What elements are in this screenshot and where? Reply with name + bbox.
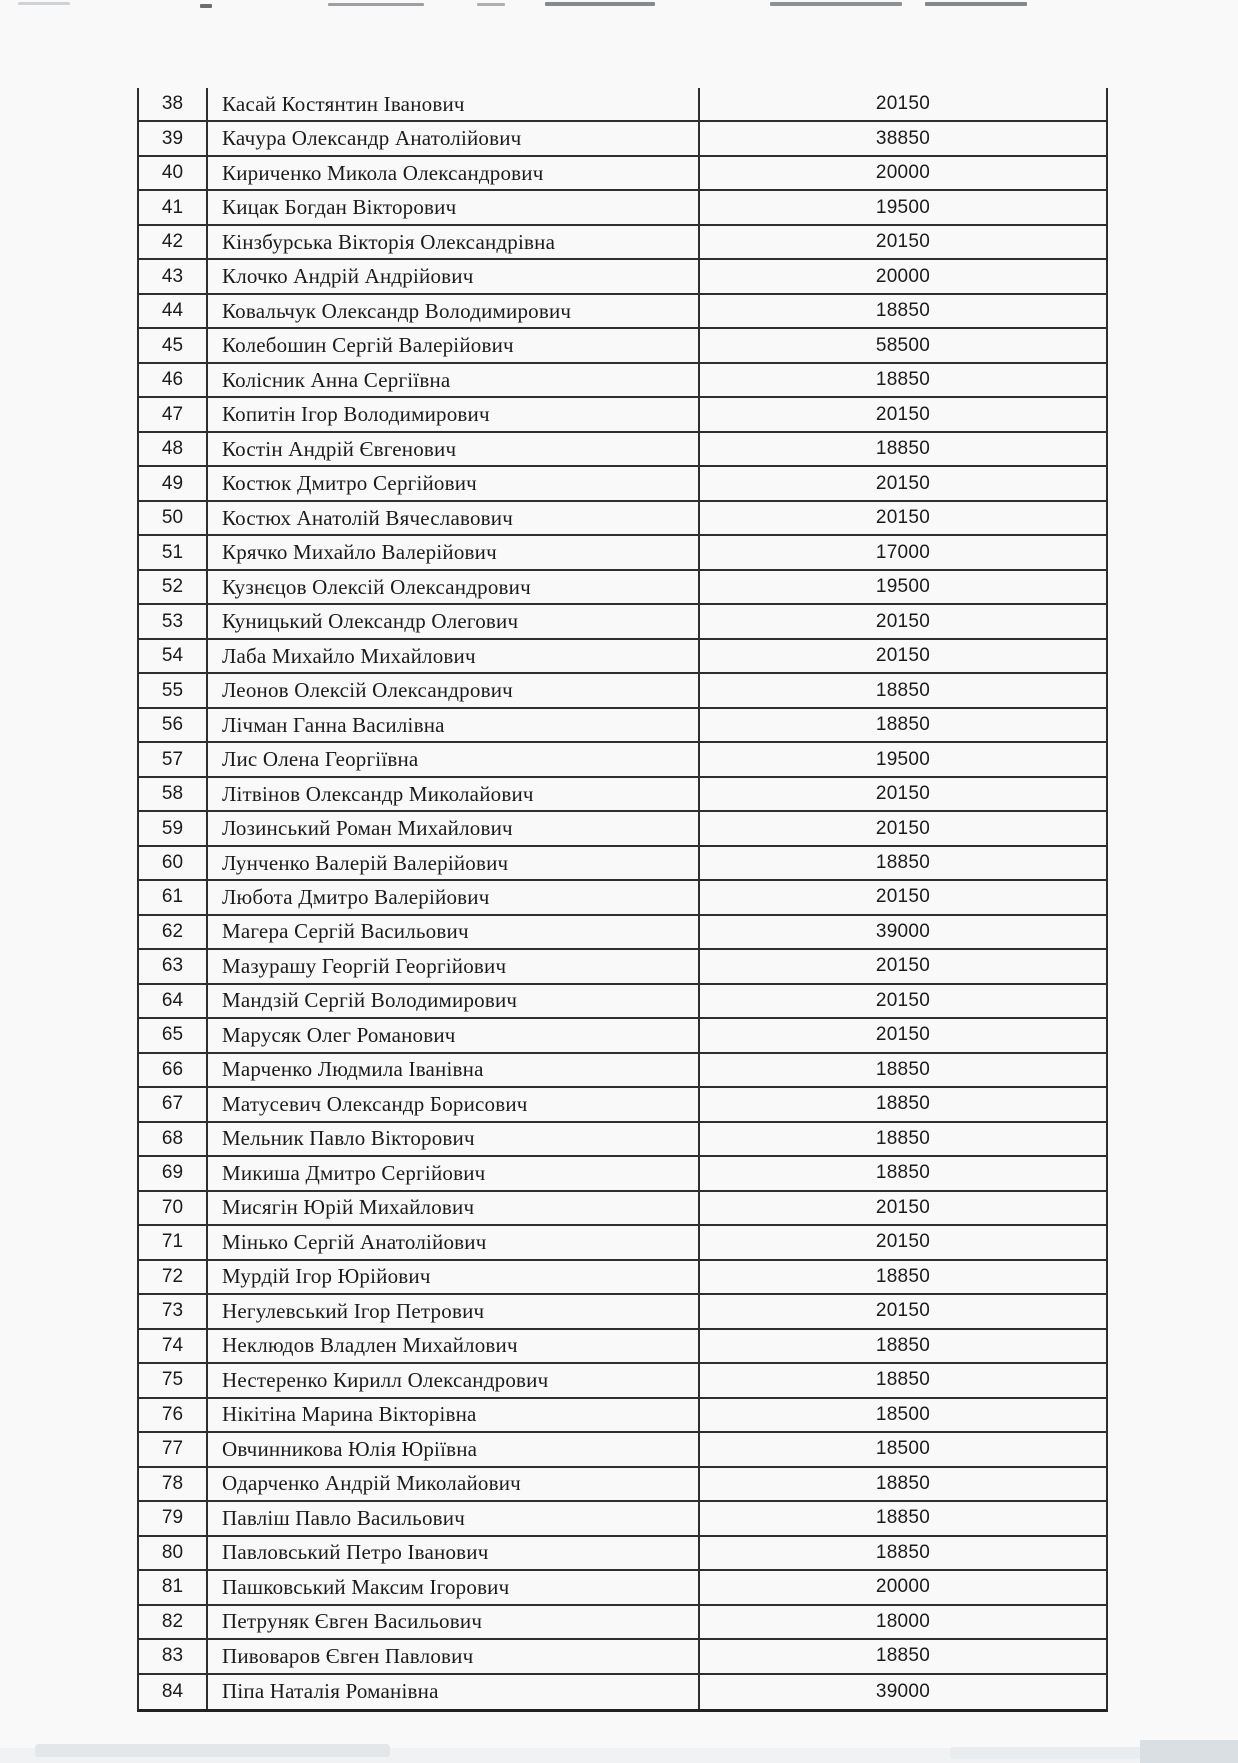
- row-number: 48: [139, 433, 208, 465]
- table-row: [139, 1537, 1106, 1571]
- row-number: 74: [139, 1330, 208, 1362]
- row-name: Микиша Дмитро Сергійович: [208, 1157, 700, 1190]
- table-row: [139, 1192, 1106, 1226]
- row-number: 79: [139, 1502, 208, 1534]
- table-row: [139, 1330, 1106, 1364]
- row-number: 61: [139, 881, 208, 913]
- scan-artifact-top-5: [545, 2, 655, 6]
- table-row: [139, 1226, 1106, 1260]
- row-name: Кінзбурська Вікторія Олександрівна: [208, 226, 700, 258]
- table-row: [139, 985, 1106, 1019]
- row-name: Касай Костянтин Іванович: [208, 88, 700, 120]
- table-row: [139, 1502, 1106, 1536]
- row-name: Мазурашу Георгій Георгійович: [208, 950, 700, 983]
- row-amount: 18850: [875, 1369, 931, 1391]
- table-row: [139, 1364, 1106, 1399]
- row-number: 52: [139, 571, 208, 603]
- row-amount: 20150: [875, 1024, 931, 1046]
- row-name: Мінько Сергій Анатолійович: [208, 1226, 700, 1258]
- table-row: [139, 467, 1106, 501]
- row-amount: 18850: [875, 714, 931, 736]
- table-row: [139, 1295, 1106, 1329]
- row-name: Негулевський Ігор Петрович: [208, 1295, 700, 1327]
- scan-artifact-top-2: [200, 4, 212, 8]
- row-number: 41: [139, 191, 208, 224]
- row-name: Куницький Олександр Олегович: [208, 605, 700, 638]
- row-amount: 18000: [875, 1610, 931, 1632]
- table-row: [139, 1606, 1106, 1640]
- table-row: [139, 1640, 1106, 1674]
- table-row: [139, 1019, 1106, 1053]
- row-number: 51: [139, 536, 208, 568]
- row-amount: 18850: [875, 1507, 931, 1529]
- table-row: [139, 605, 1106, 640]
- row-name: Мельник Павло Вікторович: [208, 1123, 700, 1155]
- row-number: 58: [139, 778, 208, 810]
- row-amount: 58500: [875, 334, 931, 356]
- row-amount: 18850: [875, 1058, 931, 1080]
- table-row: [139, 536, 1106, 570]
- row-name: Неклюдов Владлен Михайлович: [208, 1330, 700, 1362]
- row-name: Лис Олена Георгіївна: [208, 743, 700, 775]
- row-amount: 20150: [875, 507, 931, 529]
- row-amount: 20000: [875, 162, 931, 184]
- row-name: Павліш Павло Васильович: [208, 1502, 700, 1534]
- table-row: [139, 122, 1106, 156]
- row-number: 40: [139, 157, 208, 189]
- scan-artifact-top-6: [770, 2, 902, 6]
- table-row: [139, 847, 1106, 881]
- scan-artifact-top-1: [18, 2, 70, 5]
- row-amount: 20150: [875, 93, 931, 115]
- row-amount: 17000: [875, 541, 931, 563]
- row-amount: 20150: [875, 403, 931, 425]
- table-row: [139, 1054, 1106, 1089]
- row-name: Костюх Анатолій Вячеславович: [208, 502, 700, 535]
- row-amount: 20000: [875, 265, 931, 287]
- table-row: [139, 329, 1106, 363]
- row-number: 45: [139, 329, 208, 361]
- table-row: [139, 1675, 1106, 1709]
- row-amount: 18850: [875, 438, 931, 460]
- row-number: 70: [139, 1192, 208, 1224]
- row-name: Лаба Михайло Михайлович: [208, 640, 700, 672]
- row-number: 53: [139, 605, 208, 638]
- scan-artifact-top-3: [328, 3, 424, 6]
- row-name: Качура Олександр Анатолійович: [208, 122, 700, 154]
- table-row: [139, 191, 1106, 226]
- row-number: 68: [139, 1123, 208, 1155]
- row-name: Пивоваров Євген Павлович: [208, 1640, 700, 1672]
- table-row: [139, 1468, 1106, 1503]
- row-name: Мурдій Ігор Юрійович: [208, 1261, 700, 1294]
- row-amount: 18850: [875, 300, 931, 322]
- table-row: [139, 950, 1106, 985]
- row-amount: 39000: [875, 920, 931, 942]
- row-number: 63: [139, 950, 208, 983]
- scan-artifact-bottom-center: [950, 1747, 1150, 1759]
- scan-artifact-bottom-right: [1140, 1740, 1238, 1763]
- row-number: 69: [139, 1157, 208, 1190]
- row-number: 47: [139, 398, 208, 431]
- scan-artifact-top-7: [925, 2, 1027, 6]
- row-name: Леонов Олексій Олександрович: [208, 674, 700, 706]
- table-row: [139, 398, 1106, 433]
- row-amount: 20150: [875, 1300, 931, 1322]
- row-amount: 18500: [875, 1438, 931, 1460]
- row-name: Костюк Дмитро Сергійович: [208, 467, 700, 499]
- row-number: 62: [139, 916, 208, 948]
- row-amount: 20150: [875, 955, 931, 977]
- row-name: Ковальчук Олександр Володимирович: [208, 295, 700, 328]
- row-number: 46: [139, 364, 208, 396]
- table-row: [139, 226, 1106, 260]
- row-number: 42: [139, 226, 208, 258]
- row-name: Крячко Михайло Валерійович: [208, 536, 700, 568]
- row-number: 44: [139, 295, 208, 328]
- row-number: 54: [139, 640, 208, 672]
- table-row: [139, 1123, 1106, 1157]
- table-row: [139, 1433, 1106, 1467]
- row-amount: 18850: [875, 1093, 931, 1115]
- row-number: 76: [139, 1399, 208, 1431]
- table-row: [139, 364, 1106, 398]
- row-name: Піпа Наталія Романівна: [208, 1675, 700, 1709]
- row-amount: 19500: [875, 196, 931, 218]
- row-number: 50: [139, 502, 208, 535]
- table-row: [139, 88, 1106, 122]
- row-amount: 18850: [875, 1645, 931, 1667]
- row-amount: 18850: [875, 1162, 931, 1184]
- row-number: 80: [139, 1537, 208, 1569]
- row-number: 64: [139, 985, 208, 1017]
- table-row: [139, 812, 1106, 847]
- row-number: 55: [139, 674, 208, 706]
- row-amount: 18850: [875, 679, 931, 701]
- row-number: 71: [139, 1226, 208, 1258]
- row-name: Кузнєцов Олексій Олександрович: [208, 571, 700, 603]
- table-row: [139, 881, 1106, 915]
- row-number: 78: [139, 1468, 208, 1501]
- payments-table: [137, 88, 1108, 1712]
- row-amount: 20150: [875, 231, 931, 253]
- row-amount: 19500: [875, 576, 931, 598]
- table-row: [139, 1261, 1106, 1296]
- table-row: [139, 433, 1106, 467]
- row-name: Костін Андрій Євгенович: [208, 433, 700, 465]
- row-number: 59: [139, 812, 208, 845]
- row-name: Мандзій Сергій Володимирович: [208, 985, 700, 1017]
- table-row: [139, 571, 1106, 605]
- table-row: [139, 295, 1106, 330]
- row-name: Нестеренко Кирилл Олександрович: [208, 1364, 700, 1397]
- row-amount: 20000: [875, 1576, 931, 1598]
- table-row: [139, 502, 1106, 537]
- row-amount: 18850: [875, 1541, 931, 1563]
- scan-artifact-top-4: [477, 3, 505, 6]
- row-number: 81: [139, 1571, 208, 1604]
- row-amount: 20150: [875, 472, 931, 494]
- row-name: Клочко Андрій Андрійович: [208, 260, 700, 292]
- row-number: 56: [139, 709, 208, 742]
- row-name: Лунченко Валерій Валерійович: [208, 847, 700, 879]
- row-amount: 20150: [875, 1231, 931, 1253]
- row-number: 83: [139, 1640, 208, 1672]
- row-amount: 18850: [875, 369, 931, 391]
- row-name: Кицак Богдан Вікторович: [208, 191, 700, 224]
- scan-artifact-bottom-left: [35, 1744, 390, 1757]
- table-row: [139, 743, 1106, 777]
- row-number: 39: [139, 122, 208, 154]
- table-row: [139, 916, 1106, 950]
- row-amount: 18850: [875, 1472, 931, 1494]
- row-number: 38: [139, 88, 208, 120]
- row-number: 84: [139, 1675, 208, 1709]
- table-row: [139, 709, 1106, 744]
- row-number: 49: [139, 467, 208, 499]
- row-amount: 18500: [875, 1403, 931, 1425]
- table-row: [139, 1571, 1106, 1606]
- row-name: Пашковський Максим Ігорович: [208, 1571, 700, 1604]
- row-name: Літвінов Олександр Миколайович: [208, 778, 700, 810]
- row-number: 75: [139, 1364, 208, 1397]
- row-name: Любота Дмитро Валерійович: [208, 881, 700, 913]
- row-amount: 20150: [875, 886, 931, 908]
- table-row: [139, 1157, 1106, 1192]
- row-name: Колебошин Сергій Валерійович: [208, 329, 700, 361]
- row-number: 57: [139, 743, 208, 775]
- row-name: Копитін Ігор Володимирович: [208, 398, 700, 431]
- row-number: 67: [139, 1088, 208, 1120]
- row-amount: 20150: [875, 783, 931, 805]
- row-name: Марченко Людмила Іванівна: [208, 1054, 700, 1087]
- row-number: 60: [139, 847, 208, 879]
- row-name: Магера Сергій Васильович: [208, 916, 700, 948]
- table-row: [139, 778, 1106, 812]
- table-row: [139, 1399, 1106, 1433]
- row-number: 82: [139, 1606, 208, 1638]
- row-name: Нікітіна Марина Вікторівна: [208, 1399, 700, 1431]
- row-name: Павловський Петро Іванович: [208, 1537, 700, 1569]
- row-amount: 20150: [875, 817, 931, 839]
- row-amount: 20150: [875, 645, 931, 667]
- table-row: [139, 157, 1106, 191]
- row-name: Матусевич Олександр Борисович: [208, 1088, 700, 1120]
- table-row: [139, 1088, 1106, 1122]
- row-number: 77: [139, 1433, 208, 1465]
- row-name: Петруняк Євген Васильович: [208, 1606, 700, 1638]
- table-row: [139, 640, 1106, 674]
- row-name: Мисягін Юрій Михайлович: [208, 1192, 700, 1224]
- row-amount: 18850: [875, 1334, 931, 1356]
- row-name: Одарченко Андрій Миколайович: [208, 1468, 700, 1501]
- row-name: Лічман Ганна Василівна: [208, 709, 700, 742]
- row-name: Марусяк Олег Романович: [208, 1019, 700, 1051]
- row-amount: 20150: [875, 1196, 931, 1218]
- row-amount: 18850: [875, 1265, 931, 1287]
- row-amount: 20150: [875, 610, 931, 632]
- row-amount: 19500: [875, 748, 931, 770]
- row-name: Кириченко Микола Олександрович: [208, 157, 700, 189]
- row-number: 66: [139, 1054, 208, 1087]
- row-amount: 38850: [875, 127, 931, 149]
- row-name: Колісник Анна Сергіївна: [208, 364, 700, 396]
- row-number: 43: [139, 260, 208, 292]
- row-number: 73: [139, 1295, 208, 1327]
- row-amount: 39000: [875, 1680, 931, 1702]
- row-name: Овчинникова Юлія Юріївна: [208, 1433, 700, 1465]
- table-row: [139, 260, 1106, 294]
- row-number: 65: [139, 1019, 208, 1051]
- row-amount: 18850: [875, 1127, 931, 1149]
- row-amount: 18850: [875, 852, 931, 873]
- table-row: [139, 674, 1106, 708]
- row-name: Лозинський Роман Михайлович: [208, 812, 700, 845]
- row-amount: 20150: [875, 989, 931, 1011]
- row-number: 72: [139, 1261, 208, 1294]
